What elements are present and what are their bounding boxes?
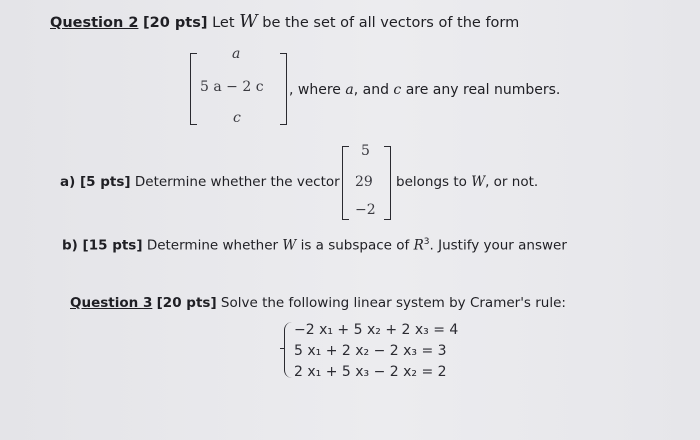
matrix-entry-row2: 5 a − 2 c (200, 79, 264, 95)
matrix-entry-row3: c (233, 110, 241, 126)
equation-1: −2 x₁ + 5 x₂ + 2 x₃ = 4 (294, 322, 459, 338)
part-b-text-before: Determine whether (146, 237, 279, 254)
vector-entry-2: 29 (355, 174, 373, 190)
part-a-text-after (396, 174, 538, 190)
part-a-or-not: , or not. (485, 174, 539, 190)
question-3-points: [20 pts] (156, 295, 217, 311)
caption-and: , and (353, 82, 389, 98)
equation-3: 2 x₁ + 5 x₃ − 2 x₂ = 2 (294, 364, 447, 380)
part-a-text (60, 174, 340, 190)
part-b-subspace: is a subspace of (300, 237, 410, 254)
matrix-entry-row1: a (232, 46, 241, 62)
caption-real-numbers: are any real numbers. (405, 82, 561, 98)
vector-entry-3: −2 (355, 202, 376, 218)
caption-var-c: c (393, 82, 402, 98)
system-brace-tip (280, 348, 285, 349)
question-2-text-after: be the set of all vectors of the form (262, 15, 520, 31)
system-brace (284, 322, 293, 378)
question-2-line (50, 11, 519, 32)
question-3-text: Solve the following linear system by Cramer's rule: (220, 295, 566, 311)
matrix-right-bracket (280, 53, 287, 125)
part-a-set-w: W (471, 174, 486, 190)
part-b-text (62, 237, 567, 254)
question-2-points: [20 pts] (143, 15, 208, 31)
part-a-belongs: belongs to (396, 174, 467, 190)
equation-2: 5 x₁ + 2 x₂ − 2 x₃ = 3 (294, 343, 447, 359)
part-b-set-w: W (282, 237, 297, 254)
question-3-label: Question 3 (70, 295, 153, 311)
question-2-text-before: Let (212, 15, 235, 31)
vector-entry-1: 5 (361, 143, 370, 159)
part-b-r: R (413, 237, 424, 254)
part-b-justify: . Justify your answer (429, 237, 567, 254)
caption-var-a: a (345, 82, 354, 98)
question-3-line (70, 295, 566, 311)
vector-right-bracket (384, 146, 391, 220)
part-b-label: b) [15 pts] (62, 237, 143, 254)
set-symbol-w: W (239, 11, 258, 32)
matrix-caption (289, 82, 560, 98)
vector-left-bracket (342, 146, 349, 220)
part-b-exponent: 3 (423, 237, 430, 247)
matrix-left-bracket (190, 53, 197, 125)
question-2-label: Question 2 (50, 15, 139, 31)
part-a-text-before: Determine whether the vector (134, 174, 340, 190)
caption-where: , where (289, 82, 341, 98)
part-a-label: a) [5 pts] (60, 174, 131, 190)
